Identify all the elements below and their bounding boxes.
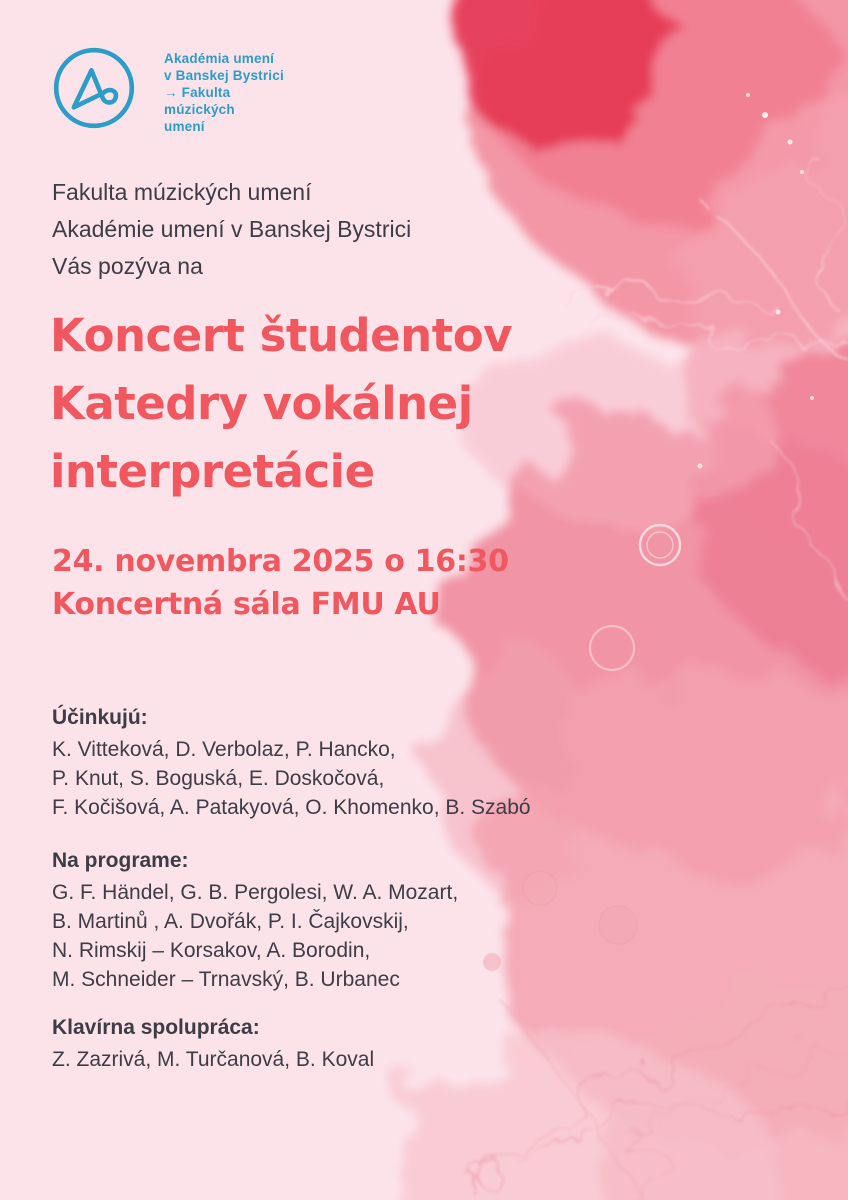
event-details bbox=[52, 540, 509, 626]
academy-circle-monogram-icon bbox=[52, 46, 136, 130]
event-datetime: 24. novembra 2025 o 16:30 bbox=[52, 544, 509, 579]
intro-line: Fakulta múzických umení bbox=[52, 179, 312, 205]
academy-logo bbox=[52, 46, 284, 135]
performers-line: P. Knut, S. Boguská, E. Doskočová, bbox=[52, 767, 385, 790]
intro-line: Vás pozýva na bbox=[52, 253, 203, 279]
performers-section bbox=[52, 703, 531, 822]
title-line: Katedry vokálnej bbox=[50, 377, 473, 430]
performers-line: K. Vitteková, D. Verbolaz, P. Hancko, bbox=[52, 738, 396, 761]
program-section bbox=[52, 846, 458, 994]
piano-section bbox=[52, 1013, 374, 1074]
piano-heading: Klavírna spolupráca: bbox=[52, 1016, 260, 1039]
logo-line: → Fakulta bbox=[164, 85, 231, 100]
title-line: Koncert študentov bbox=[50, 309, 512, 362]
program-line: B. Martinů , A. Dvořák, P. I. Čajkovskij, bbox=[52, 910, 409, 933]
program-line: G. F. Händel, G. B. Pergolesi, W. A. Mozart, bbox=[52, 881, 459, 904]
program-heading: Na programe: bbox=[52, 849, 189, 872]
academy-logo-text bbox=[164, 50, 284, 135]
program-line: M. Schneider – Trnavský, B. Urbanec bbox=[52, 968, 400, 991]
logo-line: múzických bbox=[164, 102, 235, 117]
logo-line: umení bbox=[164, 119, 205, 134]
event-venue: Koncertná sála FMU AU bbox=[52, 587, 441, 622]
logo-line: Akadémia umení bbox=[164, 51, 275, 66]
performers-line: F. Kočišová, A. Patakyová, O. Khomenko, B. Szabó bbox=[52, 796, 531, 819]
poster-title bbox=[50, 302, 512, 506]
performers-heading: Účinkujú: bbox=[52, 706, 148, 729]
invitation-intro bbox=[52, 174, 411, 285]
intro-line: Akadémie umení v Banskej Bystrici bbox=[52, 216, 412, 242]
piano-line: Z. Zazrivá, M. Turčanová, B. Koval bbox=[52, 1048, 375, 1071]
title-line: interpretácie bbox=[50, 445, 375, 498]
logo-line: v Banskej Bystrici bbox=[164, 68, 284, 83]
program-line: N. Rimskij – Korsakov, A. Borodin, bbox=[52, 939, 371, 962]
